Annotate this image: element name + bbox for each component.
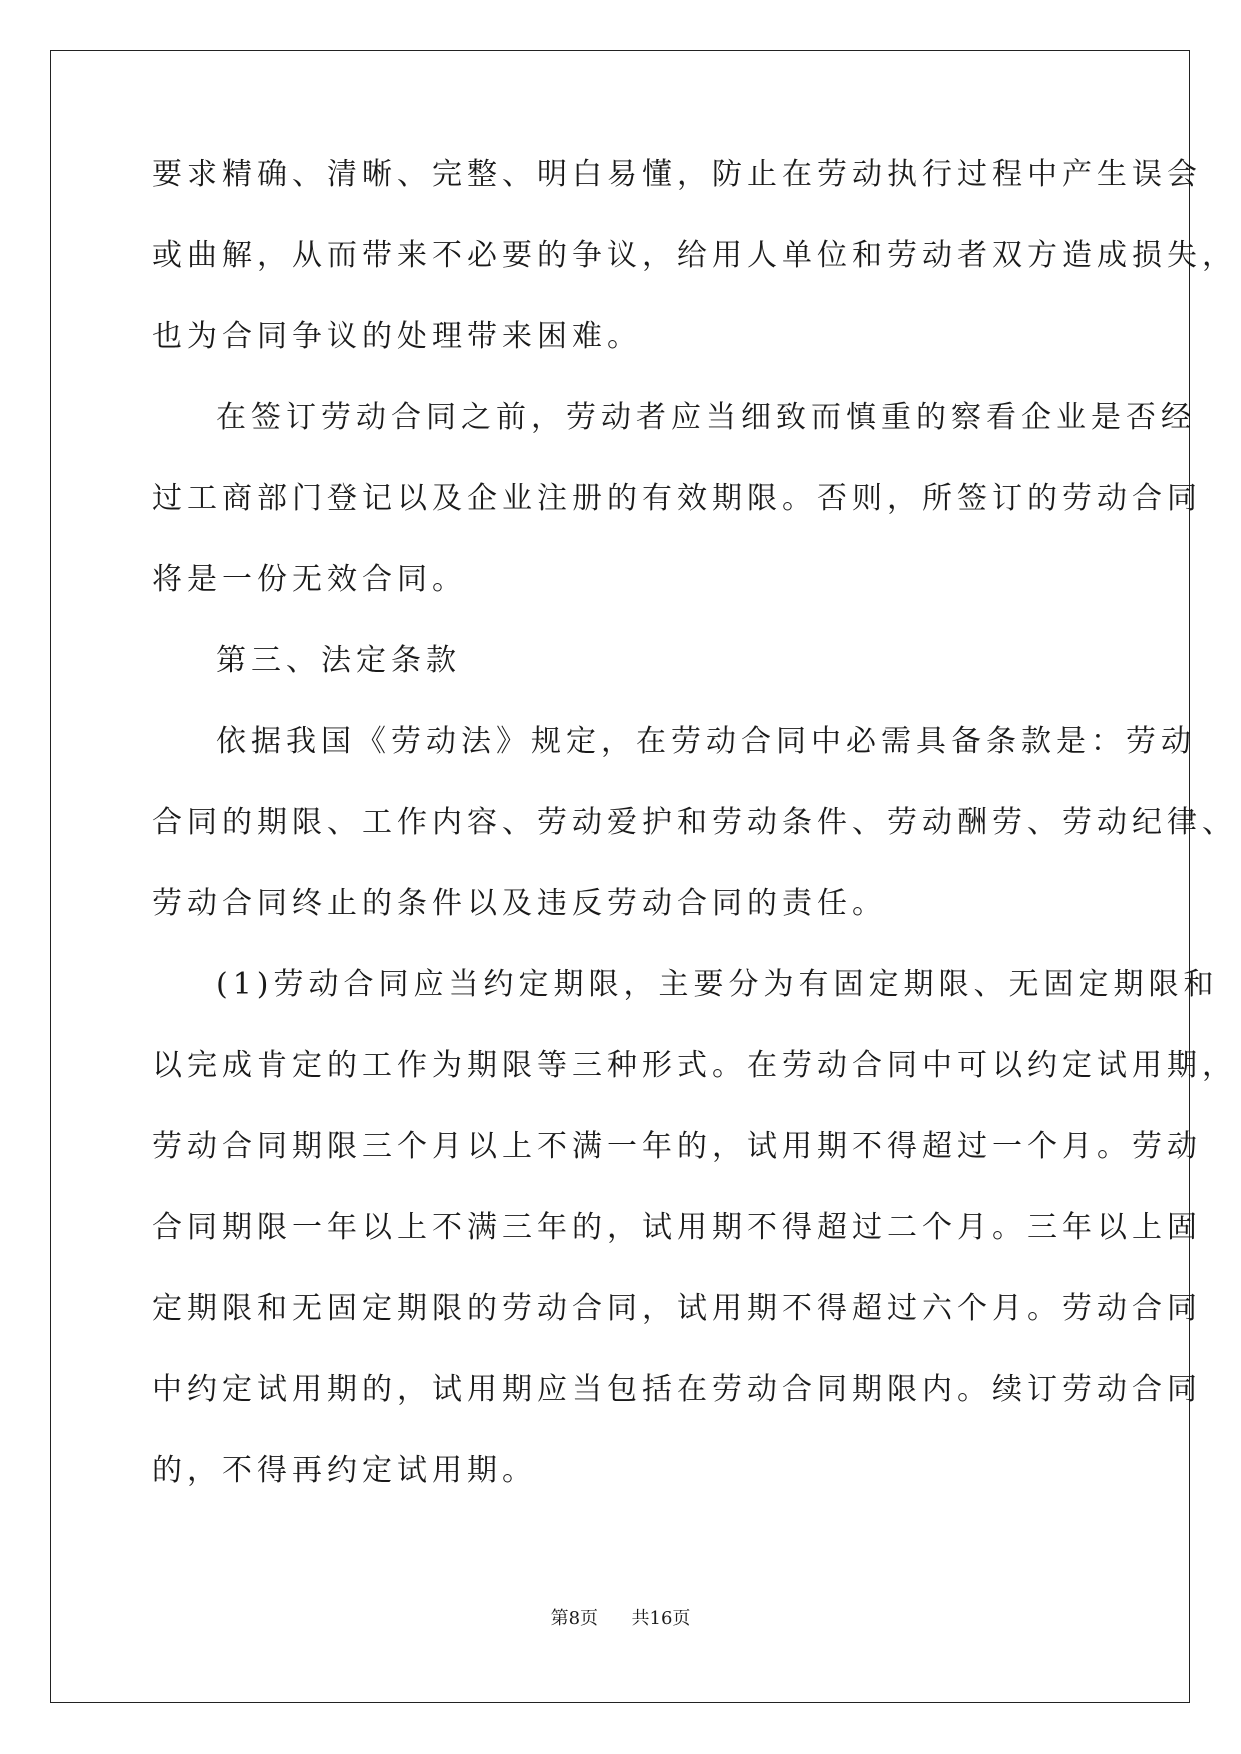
text-line: (1)劳动合同应当约定期限，主要分为有固定期限、无固定期限和 xyxy=(216,967,1219,1002)
text-line: 劳动合同期限三个月以上不满一年的，试用期不得超过一个月。劳动 xyxy=(152,1129,1202,1164)
text-line: 劳动合同终止的条件以及违反劳动合同的责任。 xyxy=(152,886,887,921)
text-line: 合同的期限、工作内容、劳动爱护和劳动条件、劳动酬劳、劳动纪律、 xyxy=(152,805,1237,840)
text-line: 中约定试用期的，试用期应当包括在劳动合同期限内。续订劳动合同 xyxy=(152,1372,1202,1407)
text-line: 过工商部门登记以及企业注册的有效期限。否则，所签订的劳动合同 xyxy=(152,481,1202,516)
text-line: 在签订劳动合同之前，劳动者应当细致而慎重的察看企业是否经 xyxy=(216,400,1196,435)
document-body xyxy=(152,157,1237,1537)
section-heading: 第三、法定条款 xyxy=(216,643,461,678)
text-line: 也为合同争议的处理带来困难。 xyxy=(152,319,642,354)
text-line: 将是一份无效合同。 xyxy=(152,562,467,597)
text-line: 合同期限一年以上不满三年的，试用期不得超过二个月。三年以上固 xyxy=(152,1210,1202,1245)
text-line: 定期限和无固定期限的劳动合同，试用期不得超过六个月。劳动合同 xyxy=(152,1291,1202,1326)
text-line: 的，不得再约定试用期。 xyxy=(152,1453,537,1488)
text-line: 要求精确、清晰、完整、明白易懂，防止在劳动执行过程中产生误会 xyxy=(152,157,1202,192)
text-line: 以完成肯定的工作为期限等三种形式。在劳动合同中可以约定试用期， xyxy=(152,1048,1237,1083)
page-total: 共16页 xyxy=(631,1608,691,1629)
page-number: 第8页 xyxy=(550,1608,599,1629)
text-line: 依据我国《劳动法》规定，在劳动合同中必需具备条款是：劳动 xyxy=(216,724,1196,759)
text-line: 或曲解，从而带来不必要的争议，给用人单位和劳动者双方造成损失， xyxy=(152,238,1237,273)
page-footer xyxy=(0,1604,1241,1630)
